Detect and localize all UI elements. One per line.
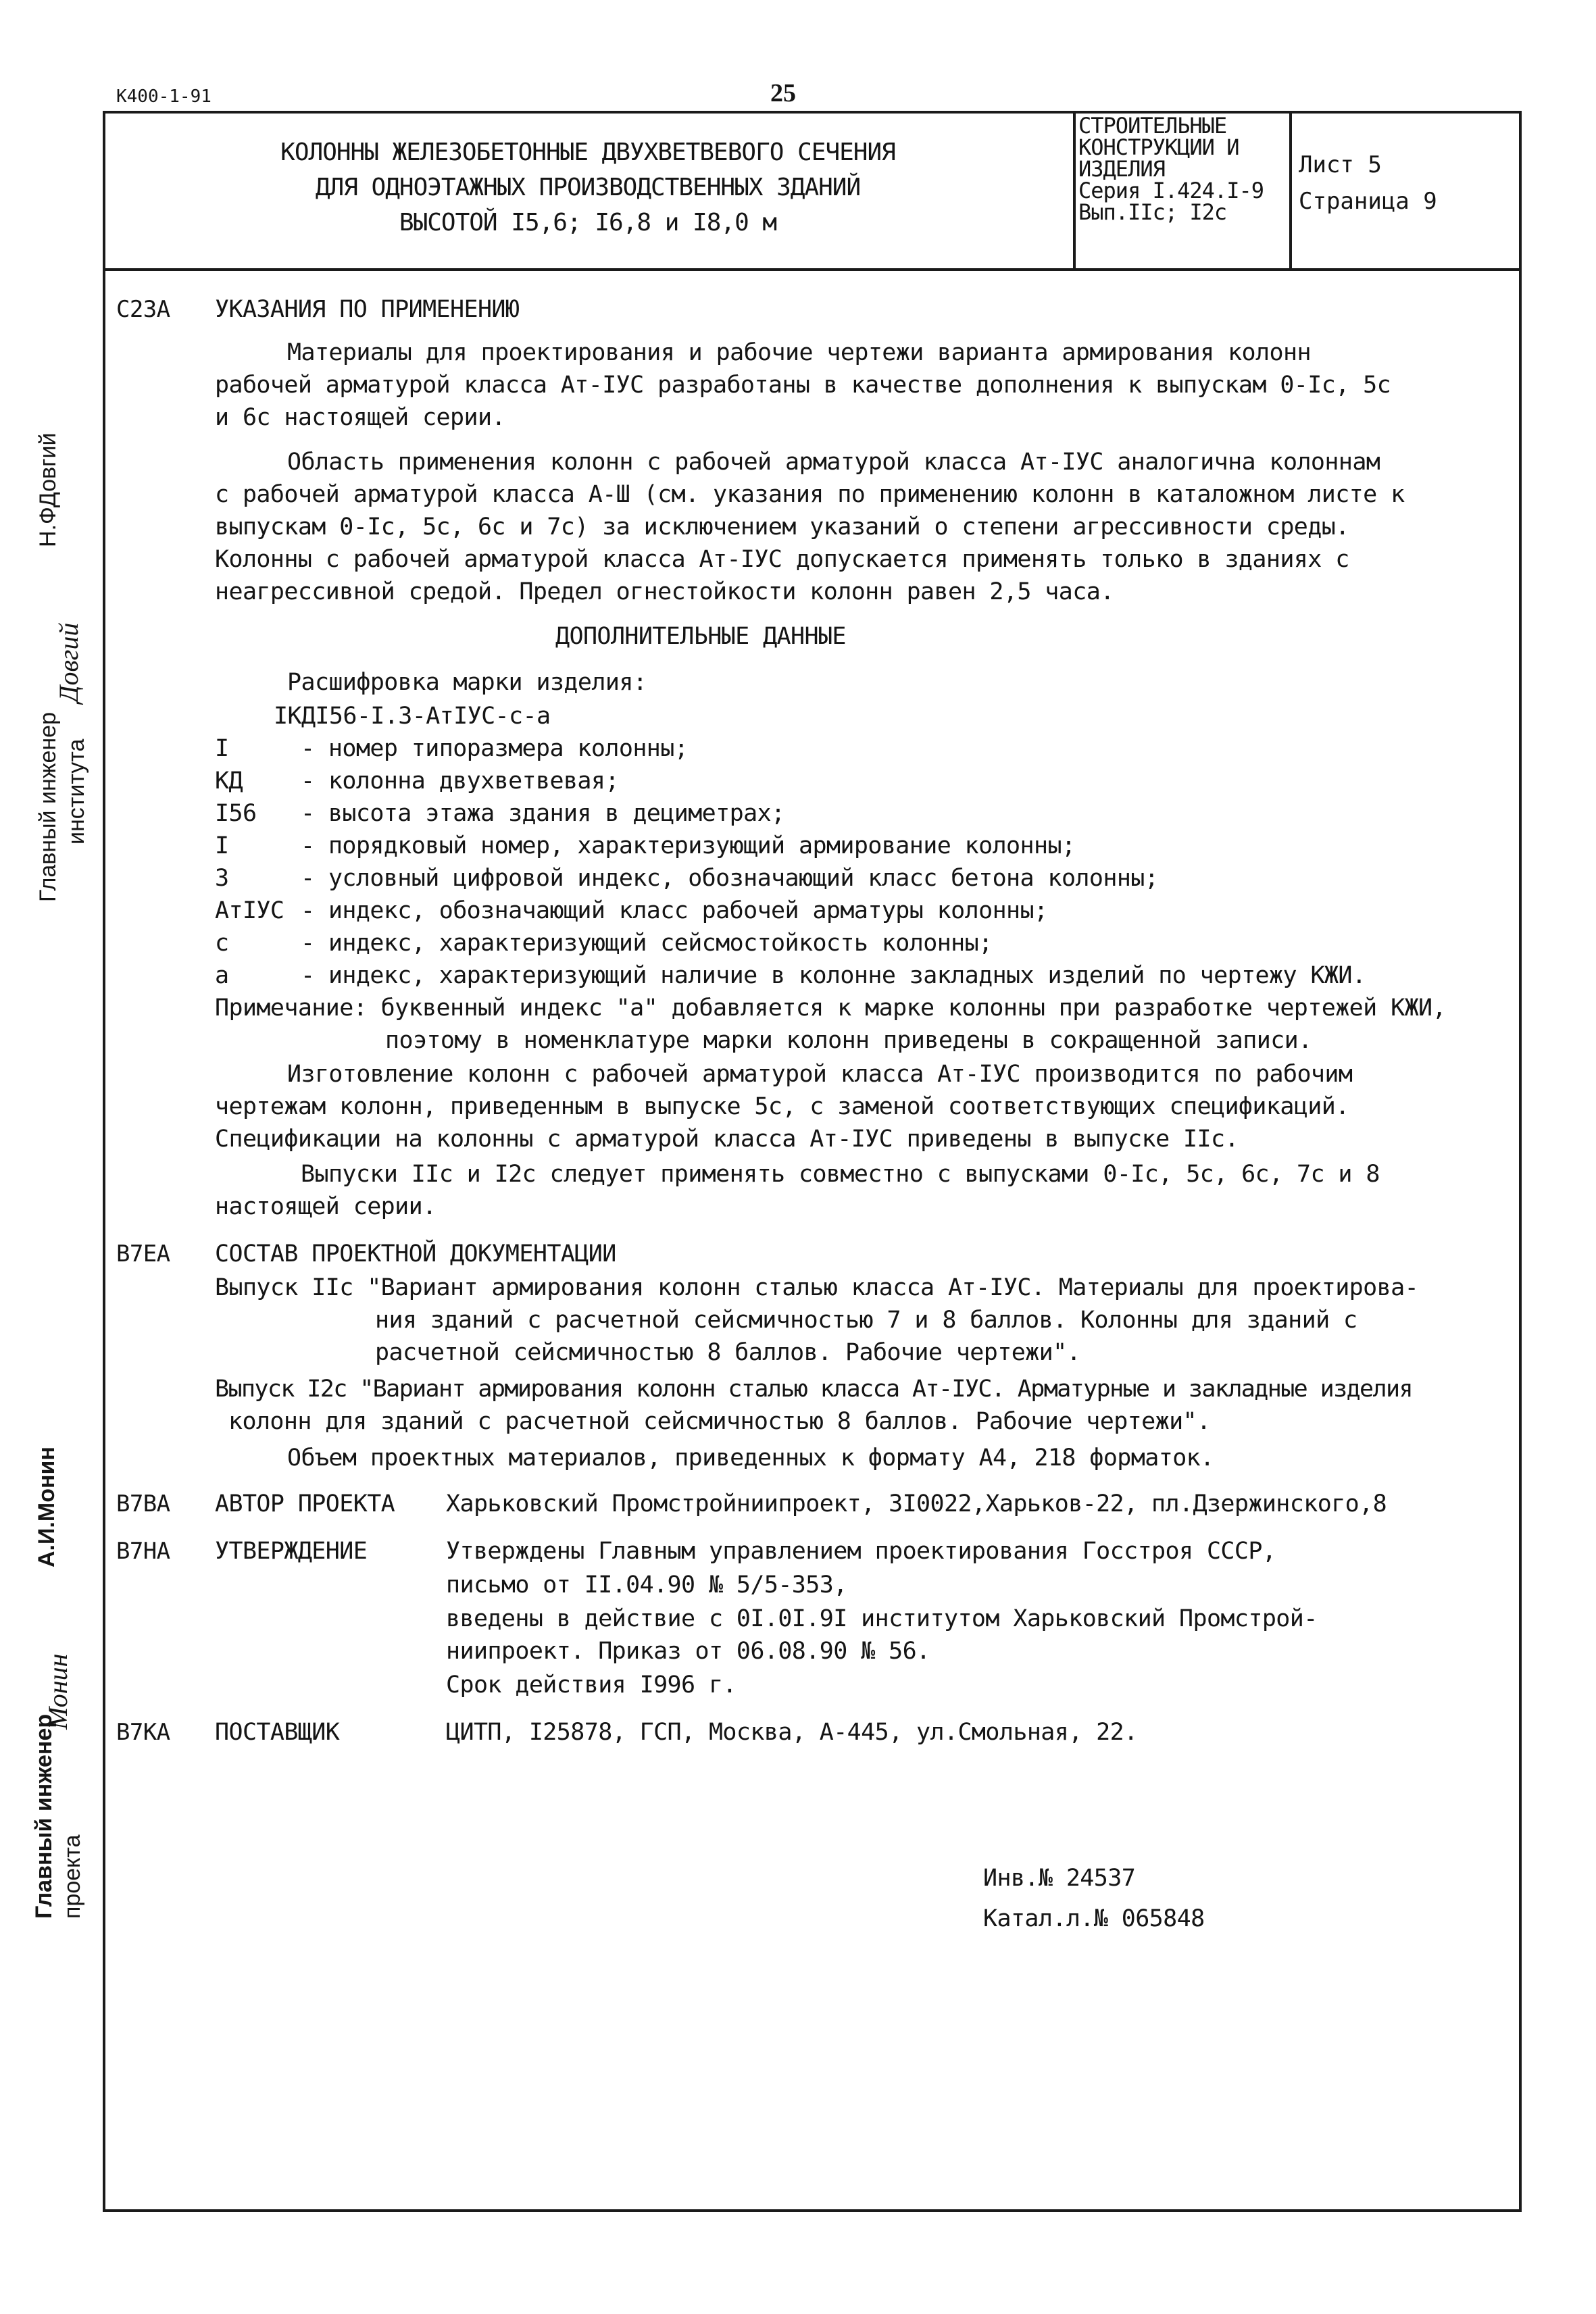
- section-heading: УКАЗАНИЯ ПО ПРИМЕНЕНИЮ: [215, 296, 520, 323]
- approval-line: ниипроект. Приказ от 06.08.90 № 56.: [446, 1638, 930, 1665]
- doc-line: Выпуск I2с "Вариант армирования колонн сталью класса Ат-IУС. Арматурные и закладные изделия: [215, 1376, 1412, 1403]
- doc-line: ния зданий с расчетной сейсмичностью 7 и 8 баллов. Колонны для зданий с: [375, 1307, 1357, 1334]
- decode-key: с: [215, 930, 229, 957]
- side-role-top: Главный инженер: [35, 712, 61, 902]
- paragraph-line: чертежам колонн, приведенным в выпуске 5с, с заменой соответствующих спецификаций.: [215, 1093, 1349, 1120]
- side-role-top-2: института: [64, 738, 89, 845]
- note-line: поэтому в номенклатуре марки колонн приведены в сокращенной записи.: [385, 1027, 1312, 1054]
- issue-line: Вып.IIс; I2с: [1078, 199, 1227, 225]
- doc-line: колонн для зданий с расчетной сейсмичностью 8 баллов. Рабочие чертежи".: [228, 1408, 1211, 1435]
- subheading: ДОПОЛНИТЕЛЬНЫЕ ДАННЫЕ: [555, 623, 846, 650]
- section-heading: СОСТАВ ПРОЕКТНОЙ ДОКУМЕНТАЦИИ: [215, 1240, 616, 1267]
- section-heading: АВТОР ПРОЕКТА: [215, 1490, 395, 1517]
- paragraph-line: Изготовление колонн с рабочей арматурой класса Ат-IУС производится по рабочим: [287, 1061, 1353, 1088]
- doc-line: Выпуск IIс "Вариант армирования колонн сталью класса Ат-IУС. Материалы для проектирова-: [215, 1274, 1419, 1301]
- side-name-top: Н.ФДовгий: [35, 432, 61, 547]
- supplier-text: ЦИТП, I25878, ГСП, Москва, А-445, ул.Смольная, 22.: [446, 1719, 1138, 1746]
- decode-desc: - номер типоразмера колонны;: [301, 735, 689, 762]
- category-line: СТРОИТЕЛЬНЫЕ: [1078, 113, 1227, 139]
- note-line: Примечание: буквенный индекс "а" добавляется к марке колонны при разработке чертежей КЖИ,: [215, 995, 1446, 1022]
- approval-line: письмо от II.04.90 № 5/5-353,: [446, 1571, 847, 1599]
- paragraph-line: и 6с настоящей серии.: [215, 404, 505, 431]
- inventory-number: Инв.№ 24537: [983, 1865, 1136, 1892]
- decode-desc: - условный цифровой индекс, обозначающий класс бетона колонны;: [301, 865, 1159, 892]
- page-number: 25: [770, 79, 796, 107]
- author-text: Харьковский Промстройниипроект, 3I0022,Харьков-22, пл.Дзержинского,8: [446, 1490, 1387, 1517]
- paragraph-line: Спецификации на колонны с арматурой класса Ат-IУС приведены в выпуске IIс.: [215, 1126, 1239, 1153]
- side-role-bottom: Главный инженер: [31, 1713, 57, 1919]
- decode-key: а: [215, 962, 229, 989]
- section-heading: ПОСТАВЩИК: [215, 1719, 340, 1746]
- decode-key: АтIУС: [215, 897, 284, 924]
- paragraph-line: Колонны с рабочей арматурой класса Ат-IУС допускается применять только в зданиях с: [215, 546, 1349, 573]
- sheet-number: Лист 5: [1299, 151, 1382, 178]
- paragraph-line: с рабочей арматурой класса А-Ш (см. указания по применению колонн в каталожном листе к: [215, 481, 1405, 508]
- category-line: КОНСТРУКЦИИ И: [1078, 134, 1239, 160]
- product-mark: IКДI56-I.3-АтIУС-с-а: [274, 703, 551, 730]
- doc-line: Объем проектных материалов, приведенных к формату А4, 218 форматок.: [287, 1444, 1214, 1472]
- signature-top: Довгий: [53, 622, 84, 703]
- header-divider: [103, 268, 1522, 271]
- section-code: В7НА: [116, 1538, 170, 1565]
- section-code: В7ВА: [116, 1490, 170, 1517]
- header-column-divider: [1073, 111, 1076, 270]
- decode-key: 3: [215, 865, 229, 892]
- paragraph-line: выпускам 0-Iс, 5с, 6с и 7с) за исключением указаний о степени агрессивности среды.: [215, 513, 1349, 540]
- decode-desc: - индекс, характеризующий наличие в колонне закладных изделий по чертежу КЖИ.: [301, 962, 1366, 989]
- section-heading: УТВЕРЖДЕНИЕ: [215, 1538, 368, 1565]
- approval-line: Срок действия I996 г.: [446, 1671, 737, 1699]
- doc-line: расчетной сейсмичностью 8 баллов. Рабочие чертежи".: [375, 1339, 1081, 1366]
- category-block: [1078, 115, 1288, 223]
- paragraph-line: Материалы для проектирования и рабочие чертежи варианта армирования колонн: [287, 339, 1311, 366]
- paragraph-line: Область применения колонн с рабочей арматурой класса Ат-IУС аналогична колоннам: [287, 449, 1380, 476]
- decode-desc: - высота этажа здания в дециметрах;: [301, 800, 785, 827]
- decode-heading: Расшифровка марки изделия:: [287, 669, 647, 696]
- section-code: С2ЗА: [116, 296, 170, 323]
- decode-key: КД: [215, 768, 243, 795]
- section-code: В7ЕА: [116, 1240, 170, 1267]
- header-column-divider: [1289, 111, 1292, 270]
- page-label: Страница 9: [1299, 188, 1437, 215]
- decode-desc: - колонна двухветвевая;: [301, 768, 619, 795]
- series-line: Серия I.424.I-9: [1078, 178, 1264, 203]
- title-line: ДЛЯ ОДНОЭТАЖНЫХ ПРОИЗВОДСТВЕННЫХ ЗДАНИЙ: [315, 174, 861, 201]
- section-code: В7КА: [116, 1719, 170, 1746]
- catalog-number: Катал.л.№ 065848: [983, 1905, 1205, 1932]
- decode-desc: - индекс, обозначающий класс рабочей арматуры колонны;: [301, 897, 1048, 924]
- paragraph-line: настоящей серии.: [215, 1193, 437, 1220]
- decode-key: I: [215, 832, 229, 859]
- category-line: ИЗДЕЛИЯ: [1078, 156, 1165, 182]
- paragraph-line: рабочей арматурой класса Ат-IУС разработаны в качестве дополнения к выпускам 0-Iс, 5с: [215, 372, 1391, 399]
- decode-desc: - индекс, характеризующий сейсмостойкость колонны;: [301, 930, 993, 957]
- paragraph-line: неагрессивной средой. Предел огнестойкости колонн равен 2,5 часа.: [215, 578, 1114, 605]
- title-line: ВЫСОТОЙ I5,6; I6,8 и I8,0 м: [399, 209, 777, 236]
- decode-key: I: [215, 735, 229, 762]
- side-name-bottom: А.И.Монин: [34, 1447, 59, 1567]
- title-line: КОЛОННЫ ЖЕЛЕЗОБЕТОННЫЕ ДВУХВЕТВЕВОГО СЕЧЕНИЯ: [280, 139, 895, 166]
- document-code: К400-1-91: [116, 86, 211, 107]
- approval-line: Утверждены Главным управлением проектирования Госстроя СССР,: [446, 1538, 1276, 1565]
- decode-desc: - порядковый номер, характеризующий армирование колонны;: [301, 832, 1076, 859]
- signature-bottom: Монин: [43, 1653, 73, 1730]
- side-role-bottom-2: проекта: [59, 1834, 85, 1919]
- approval-line: введены в действие с 0I.0I.9I институтом Харьковский Промстрой-: [446, 1605, 1318, 1632]
- paragraph-line: Выпуски IIс и I2с следует применять совместно с выпусками 0-Iс, 5с, 6с, 7с и 8: [301, 1161, 1380, 1188]
- decode-key: I56: [215, 800, 257, 827]
